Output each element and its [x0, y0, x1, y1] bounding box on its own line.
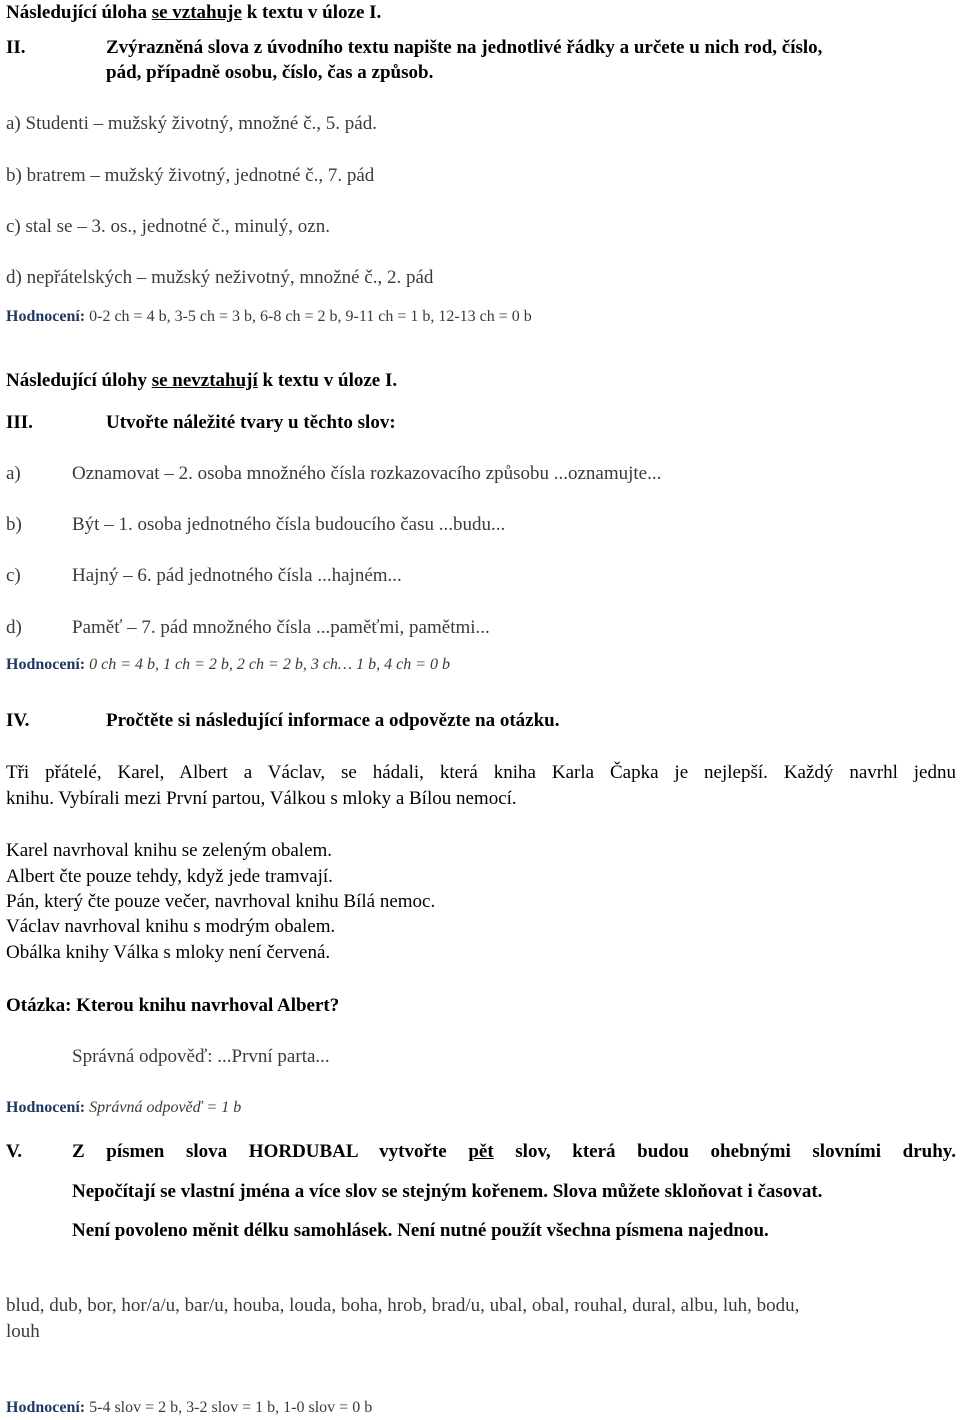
task3-item-b — [6, 514, 505, 536]
task3-item-c — [6, 565, 402, 587]
intro2-underlined: se nevztahují — [151, 370, 258, 391]
task3-heading — [6, 412, 396, 434]
task3-item-a-label: a) — [6, 463, 21, 484]
task4-question: Otázka: Kterou knihu navrhoval Albert? — [6, 995, 340, 1016]
task5-line1-underlined: pět — [468, 1141, 494, 1162]
score5-text: 5-4 slov = 2 b, 3-2 slov = 1 b, 1-0 slov = 0 b — [85, 1399, 373, 1416]
task5-line1-a: Z písmen slova HORDUBAL vytvořte — [72, 1141, 469, 1162]
task4-fact-3: Pán, který čte pouze večer, navrhoval knihu Bílá nemoc. — [6, 891, 436, 912]
intro2-prefix: Následující úlohy — [6, 370, 152, 391]
answer2-c: c) stal se – 3. os., jednotné č., minulý, ozn. — [6, 216, 330, 237]
task4-fact-1: Karel navrhoval knihu se zeleným obalem. — [6, 840, 333, 861]
task3-item-c-label: c) — [6, 565, 21, 586]
intro-prefix: Následující úloha — [6, 2, 152, 23]
task5-number: V. — [6, 1141, 23, 1162]
task3-item-d-label: d) — [6, 617, 22, 638]
score4-text: Správná odpověď = 1 b — [85, 1099, 242, 1116]
task3-title: Utvořte náležité tvary u těchto slov: — [106, 412, 396, 433]
answer2-d: d) nepřátelských – mužský neživotný, množné č., 2. pád — [6, 267, 434, 288]
task3-item-c-text: Hajný – 6. pád jednotného čísla ...hajném... — [72, 565, 402, 586]
task2-line2: pád, případně osobu, číslo, čas a způsob. — [106, 62, 434, 83]
task4-title: Pročtěte si následující informace a odpovězte na otázku. — [106, 710, 560, 731]
task4-para-line1: Tři přátelé, Karel, Albert a Václav, se hádali, která kniha Karla Čapka je nejlepší. Každý navrhl jednu — [6, 762, 956, 783]
task3-item-b-text: Být – 1. osoba jednotného čísla budoucího času ...budu... — [72, 514, 506, 535]
score2-label: Hodnocení: — [6, 308, 86, 325]
task2-heading — [6, 37, 822, 59]
answer5-line1: blud, dub, bor, hor/a/u, bar/u, houba, louda, boha, hrob, brad/u, ubal, obal, rouhal, dural, albu, luh, bodu, — [6, 1295, 800, 1316]
task4-heading — [6, 710, 559, 732]
task3-item-b-label: b) — [6, 514, 22, 535]
score3-text: 0 ch = 4 b, 1 ch = 2 b, 2 ch = 2 b, 3 ch… 1 b, 4 ch = 0 b — [85, 656, 451, 673]
task3-item-d — [6, 617, 490, 639]
task5-line2: Nepočítají se vlastní jména a více slov se stejným kořenem. Slova můžete skloňovat i časovat. — [72, 1181, 823, 1202]
score5 — [6, 1397, 372, 1419]
task4-fact-4: Václav navrhoval knihu s modrým obalem. — [6, 916, 336, 937]
intro-suffix: k textu v úloze I. — [241, 2, 382, 23]
task3-item-d-text: Paměť – 7. pád množného čísla ...paměťmi, pamětmi... — [72, 617, 490, 638]
task2-number: II. — [6, 37, 26, 58]
task2-line1: Zvýrazněná slova z úvodního textu napište na jednotlivé řádky a určete u nich rod, číslo, — [106, 37, 823, 58]
score2 — [6, 306, 532, 328]
answer5-line2: louh — [6, 1321, 40, 1342]
task3-item-a — [6, 463, 661, 485]
intro2-heading — [6, 370, 397, 392]
score3-label: Hodnocení: — [6, 656, 86, 673]
score5-label: Hodnocení: — [6, 1399, 86, 1416]
task5-line1 — [72, 1141, 956, 1163]
score2-text: 0-2 ch = 4 b, 3-5 ch = 3 b, 6-8 ch = 2 b, 9-11 ch = 1 b, 12-13 ch = 0 b — [85, 308, 532, 325]
task4-para-line2: knihu. Vybírali mezi První partou, Válkou s mloky a Bílou nemocí. — [6, 788, 517, 809]
score4 — [6, 1097, 241, 1119]
task4-number: IV. — [6, 710, 30, 731]
task5-line1-b: slov, která budou ohebnými slovními druhy. — [493, 1141, 956, 1162]
intro-underlined: se vztahuje — [151, 2, 242, 23]
intro2-suffix: k textu v úloze I. — [257, 370, 398, 391]
score3 — [6, 654, 450, 676]
task4-fact-2: Albert čte pouze tehdy, když jede tramvají. — [6, 866, 333, 887]
task3-item-a-text: Oznamovat – 2. osoba množného čísla rozkazovacího způsobu ...oznamujte... — [72, 463, 662, 484]
score4-label: Hodnocení: — [6, 1099, 86, 1116]
task4-answer: Správná odpověď: ...První parta... — [72, 1046, 330, 1067]
task4-fact-5: Obálka knihy Válka s mloky není červená. — [6, 942, 331, 963]
answer2-a: a) Studenti – mužský životný, množné č., 5. pád. — [6, 113, 377, 134]
answer2-b: b) bratrem – mužský životný, jednotné č., 7. pád — [6, 165, 375, 186]
task5-line3: Není povoleno měnit délku samohlásek. Není nutné použít všechna písmena najednou. — [72, 1220, 769, 1241]
task5-heading — [6, 1141, 72, 1163]
task3-number: III. — [6, 412, 33, 433]
intro-heading — [6, 2, 381, 24]
